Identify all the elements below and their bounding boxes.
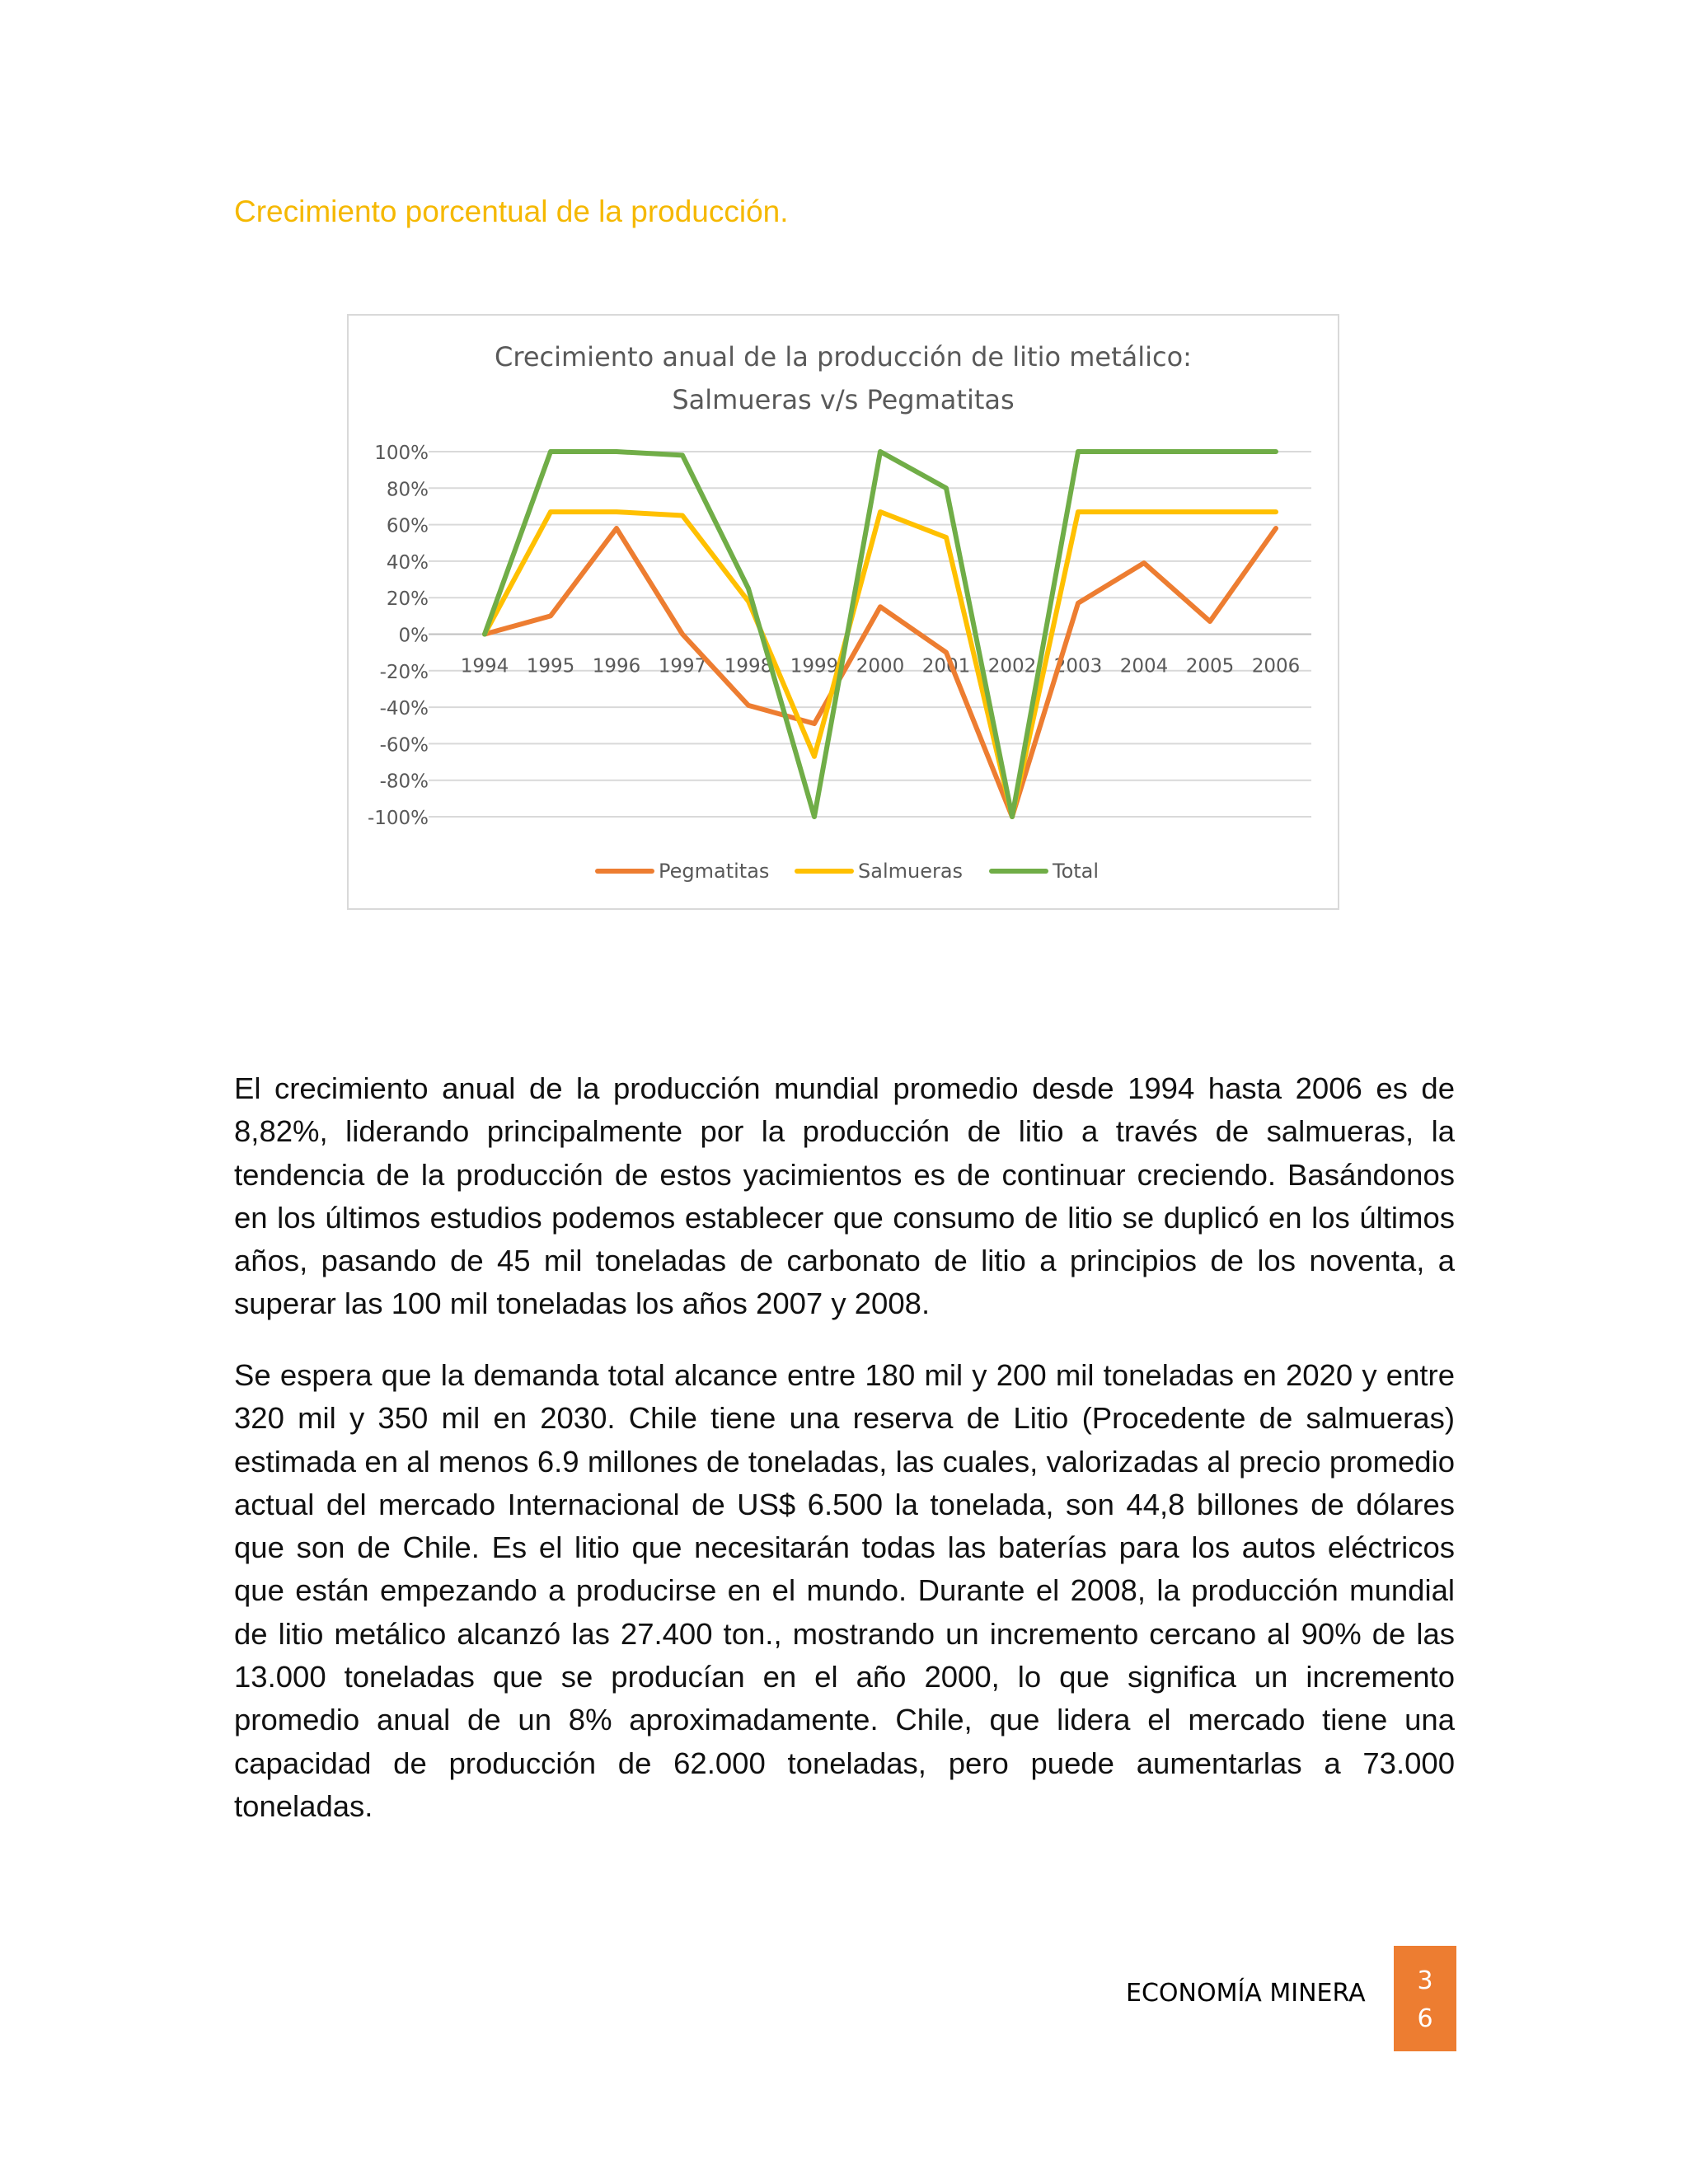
x-tick-label: 1999 xyxy=(790,655,839,677)
y-tick-label: 40% xyxy=(386,551,429,574)
y-tick-label: -20% xyxy=(379,661,429,683)
section-heading: Crecimiento porcentual de la producción. xyxy=(234,194,789,228)
y-tick-label: 100% xyxy=(374,443,429,464)
x-tick-label: 2004 xyxy=(1119,655,1169,677)
legend-label: Salmueras xyxy=(858,860,964,883)
x-tick-label: 1996 xyxy=(592,655,641,677)
legend-label: Pegmatitas xyxy=(659,860,770,883)
x-tick-label: 2000 xyxy=(856,655,905,677)
x-tick-label: 1995 xyxy=(526,655,575,677)
paragraph-2: Se espera que la demanda total alcance entre 180 mil y 200 mil toneladas en 2020 y entre 320 mil y 350 mil en 2030. Chile tiene una reserva de Litio (Procedente de salmueras) estimada en al menos 6.9 millones de toneladas, las cuales, valorizadas al precio promedio actual del mercado Internacional de US$ 6.500 la tonelada, son 44,8 billones de dólares que son de Chile. Es el litio que necesitarán todas las baterías para los autos eléctricos que están empezando a producirse en el mundo. Durante el 2008, la producción mundial de litio metálico alcanzó las 27.400 ton., mostrando un incremento cercano al 90% de las 13.000 toneladas que se producían en el año 2000, lo que significa un incremento promedio anual de un 8% aproximadamente. Chile, que lidera el mercado tiene una capacidad de producción de 62.000 toneladas, pero puede aumentarlas a 73.000 toneladas. xyxy=(234,1358,1455,1823)
line-chart xyxy=(349,316,1338,908)
y-tick-label: -100% xyxy=(367,808,429,829)
y-tick-label: 0% xyxy=(398,625,429,647)
chart-title-line-2: Salmueras v/s Pegmatitas xyxy=(672,384,1015,415)
x-tick-label: 2002 xyxy=(987,655,1037,677)
x-tick-label: 1998 xyxy=(724,655,773,677)
x-tick-label: 2001 xyxy=(921,655,971,677)
page-number-badge xyxy=(1394,1946,1456,2051)
paragraph-1: El crecimiento anual de la producción mundial promedio desde 1994 hasta 2006 es de 8,82%, liderando principalmente por la producción de litio a través de salmueras, la tendencia de la producción de estos yacimientos es de continuar creciendo. Basándonos en los últimos estudios podemos establecer que consumo de litio se duplicó en los últimos años, pasando de 45 mil toneladas de carbonato de litio a principios de los noventa, a superar las 100 mil toneladas los años 2007 y 2008. xyxy=(234,1071,1455,1321)
y-tick-label: -40% xyxy=(379,698,429,720)
page-number-digit: 3 xyxy=(1417,1966,1433,1995)
y-tick-label: 60% xyxy=(386,515,429,537)
footer-label: ECONOMÍA MINERA xyxy=(1126,1979,1366,2008)
y-tick-label: 80% xyxy=(386,479,429,501)
x-tick-label: 1994 xyxy=(460,655,509,677)
chart-container xyxy=(347,314,1339,910)
legend-label: Total xyxy=(1053,860,1100,883)
x-tick-label: 2005 xyxy=(1185,655,1235,677)
x-tick-label: 1997 xyxy=(658,655,707,677)
y-tick-label: -80% xyxy=(379,771,429,793)
y-tick-label: -60% xyxy=(379,734,429,757)
x-tick-label: 2006 xyxy=(1251,655,1301,677)
page-number-digit: 6 xyxy=(1417,2004,1433,2033)
x-tick-label: 2003 xyxy=(1053,655,1103,677)
chart-title-line-1: Crecimiento anual de la producción de litio metálico: xyxy=(495,341,1192,373)
y-tick-label: 20% xyxy=(386,588,429,611)
